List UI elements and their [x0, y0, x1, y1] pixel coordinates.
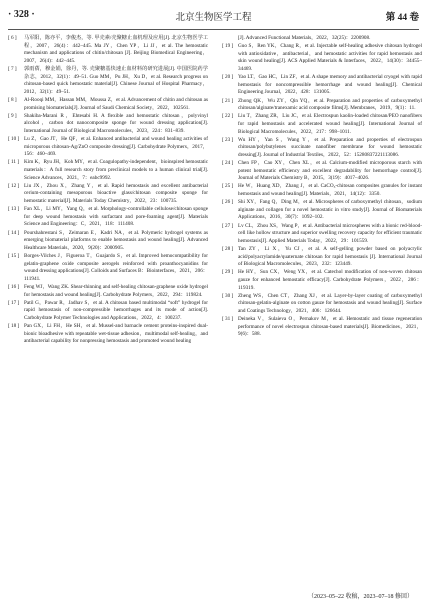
reference-text: Fan XL，Li MY，Yang Q，et al. Morphology-controllable cellulose/chitosan sponge for deep wound hemostasis with surfactant and pore-foaming agent[J]. Materials Science and Engineering：C，2021，118：111408.	[24, 206, 208, 228]
reference-entry	[222, 246, 422, 269]
reference-entry	[8, 284, 208, 299]
reference-number: [ 17 ]	[8, 299, 20, 306]
reference-entry	[222, 269, 422, 292]
reference-number: [ 31 ]	[222, 316, 234, 323]
reference-text: He HY，Sun CX，Weng YX，et al. Catechol modification of non-woven chitosan gauze for enhanced hemostatic efficacy[J]. Carbohydrate Polymers，2022，286：119319.	[238, 269, 422, 291]
reference-number: [ 16 ]	[8, 283, 20, 290]
reference-entry	[222, 43, 422, 73]
reference-number: [ 7 ]	[8, 65, 17, 72]
reference-entry	[222, 160, 422, 183]
reference-entry	[222, 137, 422, 160]
reference-number: [ 6 ]	[8, 35, 17, 41]
references-right-column	[222, 35, 422, 339]
reference-text: Lu Z，Gao JT，He QF，et al. Enhanced antibacterial and wound healing activities of microporous chitosan-Ag/ZnO composite dressing[J]. Carbohydrate Polymers，2017，156：460–469.	[24, 136, 208, 158]
reference-text: Pan GX，Li FH，He SH，et al. Mussel-and barnacle cement proteins-inspired dual-bionic bioadhesive with repeatable wet-tissue adhesion，multimodal self-healing，and antibacterial capability for nonpressing hemostasis and promoted wound healing	[24, 323, 208, 345]
reference-text: Chen FP，Cao XY，Chen XL，et al. Calcium-modified microporous starch with potent hemostatic efficiency and excellent degradability for hemorrhage control[J]. Journal of Materials Chemistry B，2015，3(19)：4017–4026.	[238, 160, 422, 182]
reference-number: [ 18 ]	[8, 323, 20, 330]
reference-text: Guo S，Ren YK，Chang R，et al. Injectable self-healing adhesive chitosan hydrogel with antioxidative，antibacterial，and hemostatic activities for rapid hemostasis and skin wound healing[J]. ACS Applied Materials & Interfaces，2022，14(30)：34455–34469.	[238, 43, 422, 72]
reference-text: Al-Rooqi MM，Hassan MM，Moussa Z，et al. Advancement of chitin and chitosan as promising biomaterials[J]. Journal of Saudi Chemical Society，2022，102561.	[24, 96, 208, 111]
reference-text: Wu HY，Yan S，Wang Y，et al. Preparation and properties of electrospun chitosan/polybutylenes succinate nanofiber membrane for wound hemostatic dressing[J]. Journal of Industrial Textiles，2022，52：15280837221113086.	[238, 136, 422, 158]
reference-number: [ 27 ]	[222, 222, 234, 229]
reference-text: Shi XY，Fang Q，Ding M，et al. Microspheres of carboxymethyl chitosan，sodium alginate and collagen for a novel hemostatic in vitro study[J]. Journal of Biomaterials Applications，2016，30(7)：1092–102.	[238, 199, 422, 221]
reference-entry	[222, 113, 422, 136]
reference-text: Shakiba-Marani R，Ehtesabi H. A flexible and hemostatic chitosan，polyvinyl alcohol，carbon dot nanocomposite sponge for wound dressing application[J]. International Journal of Biological Macromolecules，2023，224：831–839.	[24, 112, 208, 134]
reference-entry	[8, 253, 208, 283]
reference-entry	[222, 183, 422, 198]
reference-text: Tan ZY，Li X，Yu CJ，et al. A self-gelling powder based on polyacrylic acid/polyacrylamide/quaternate chitosan for rapid hemostasis [J]. International Journal of Biological Macromolecules，2023，232：123449.	[238, 245, 422, 268]
reference-text: [J]. Advanced Functional Materials，2022，32(25)：2200908.	[238, 35, 371, 41]
reference-entry	[8, 66, 208, 96]
volume-label: 第 44 卷	[385, 13, 419, 23]
reference-number: [ 24 ]	[222, 160, 234, 167]
reference-entry	[222, 223, 422, 246]
reference-number: [ 12 ]	[8, 182, 20, 189]
reference-text: Patil G，Pawar R，Jadhav S，et al. A chitosan based multimodal “soft” hydrogel for rapid hemostasis of non-compressible hemorrhages and its mode of action[J]. Carbohydrate Polymer Technologies and Applications，2022，4：100237.	[24, 299, 208, 321]
reference-number: [ 19 ]	[222, 43, 234, 50]
reference-number: [ 20 ]	[222, 74, 234, 81]
reference-number	[222, 35, 238, 43]
reference-entry	[8, 323, 208, 346]
reference-text: Deineka V，Sulaieva O，Pernakov M，et al. Hemostatic and tissue regeneration performance of novel electrospun chitosan-based materials[J]. Biomedicines，2021，9(6)：588.	[238, 316, 422, 338]
reference-entry	[8, 35, 208, 65]
reference-number: [ 14 ]	[8, 229, 20, 236]
reference-entry	[222, 35, 422, 43]
reference-entry	[8, 136, 208, 159]
reference-text: He W，Huang XD，Zhang J，et al. CaCO₃-chitosan composites granules for instant hemostasis and wound healing[J]. Materials，2021，14(12)：3350.	[238, 183, 422, 198]
reference-number: [ 28 ]	[222, 245, 234, 252]
reference-number: [ 30 ]	[222, 292, 234, 299]
references-left-column	[8, 35, 208, 346]
reference-entry	[8, 113, 208, 136]
reference-number: [ 29 ]	[222, 269, 234, 276]
reference-text: Pourshahrestani S，Zeimaran E，Kadri NA，et al. Polymeric hydrogel systems as emerging biomaterial platforms to enable hemostasis and wound healing[J]. Advanced Healthcare Materials，2020，9(20)：2000905.	[24, 229, 208, 251]
reference-entry	[8, 159, 208, 182]
reference-entry	[8, 230, 208, 253]
reference-entry	[8, 206, 208, 229]
reference-text: Liu T，Zhang ZR，Liu JC，et al. Electrospun kaolin-loaded chitosan/PEO nanofibers for rapid hemostasis and accelerated wound healing[J]. International Journal of Biological Macromolecules，2022，217：998–1011.	[238, 113, 422, 135]
reference-number: [ 22 ]	[222, 113, 234, 120]
reference-text: Kim K，Ryu JH，Koh MY，et al. Coagulopathy-independent，bioinspired hemostatic materials：A full research story from preclinical models to a human clinical trial[J]. Science Advances，2021，7：eabc9992.	[24, 159, 208, 181]
page-number: · 328 ·	[8, 9, 35, 20]
reference-text: Zheng WS，Chen CT，Zhang XJ，et al. Layer-by-layer coating of carboxymethyl chitosan-gelatin-alginate on cotton gauze for hemostasis and wound healing[J]. Surface and Coatings Technology，2021，406：126644.	[238, 292, 422, 314]
reference-entry	[222, 316, 422, 339]
journal-title: 北京生物医学工程	[175, 13, 252, 23]
reference-text: Feng WJ，Wang ZK. Shear-thinning and self-healing chitosan-graphene oxide hydrogel for hemostasis and wound healing[J]. Carbohydrate Polymers，2022，294：119824.	[24, 283, 208, 298]
reference-number: [ 25 ]	[222, 183, 234, 190]
reference-entry	[222, 199, 422, 222]
reference-text: Liu JX，Zhou X，Zhang Y，et al. Rapid hemostasis and excellent antibacterial cerium-containing mesoporous bioactive glass/chitosan composite sponge for hemostatic material[J]. Materials Today Chemistry，2022，23：100735.	[24, 182, 208, 205]
reference-number: [ 23 ]	[222, 136, 234, 143]
reference-entry	[222, 293, 422, 316]
reference-text: Yao LT，Gao HC，Lin ZF，et al. A shape memory and antibacterial cryogel with rapid hemostasis for noncompressible hemorrhage and wound healing[J]. Chemical Engineering Journal，2022，428：131005.	[238, 74, 422, 96]
reference-entry	[8, 97, 208, 112]
received-revised-dates: （2023–05–22 收稿，2023–07–18 修回）	[307, 594, 413, 600]
reference-number: [ 11 ]	[8, 159, 20, 166]
reference-number: [ 15 ]	[8, 252, 20, 259]
reference-number: [ 9 ]	[8, 112, 17, 119]
reference-number: [ 21 ]	[222, 97, 234, 104]
reference-entry	[8, 300, 208, 323]
reference-text: 马军阳，陈亦平，李俊杰，等. 甲壳素/壳聚糖止血机理及应用[J]. 北京生物医学工程，2007，26(4)：442–445. Ma JY，Chen YP，Li JJ，et al. The hemostatic mechanism and applications of chitin/chitosan [J]. Beijing Biomedical Engineering，2007，26(4)：442–445.	[24, 35, 208, 64]
page-header	[8, 0, 419, 30]
reference-entry	[8, 183, 208, 206]
reference-text: 郭雨蒨，穆金娟，徐丹，等. 壳聚糖基快速止血材料的研究进展[J]. 中国医院药学杂志，2012，32(1)：49–51. Guo MM，Pu JH，Xu D，et al. Research progress on chitosan-based quick hemostatic material[J]. Chinese Journal of Hospital Pharmacy，2012，32(1)：49–51.	[24, 65, 208, 95]
reference-number: [ 10 ]	[8, 136, 20, 143]
reference-entry	[222, 74, 422, 97]
reference-text: Borges-Vilches J，Figueroa T，Guajardo S，et al. Improved hemocompatibility for gelatin-graphene oxide composite aerogels reinforced with proanthocyanidins for wound dressing applications[J]. Colloids and Surfaces B：Biointerfaces，2021，206：111941.	[24, 252, 208, 282]
reference-number: [ 26 ]	[222, 199, 234, 206]
reference-text: Zhong QK，Wu ZY，Qin YQ，et al. Preparation and properties of carboxymethyl chitosan/alginate/tranexamic acid composite films[J]. Membranes，2019，9(1)：11.	[238, 97, 422, 112]
reference-text: Lv CL，Zhou XS，Wang P，et al. Antibacterial microspheres with a bionic red-blood-cell like hollow structure and superior swelling recovery capacity for efficient traumatic hemostasis[J]. Applied Materials Today，2022，29：101559.	[238, 222, 422, 244]
reference-number: [ 13 ]	[8, 206, 20, 213]
reference-entry	[222, 98, 422, 113]
reference-number: [ 8 ]	[8, 96, 17, 103]
